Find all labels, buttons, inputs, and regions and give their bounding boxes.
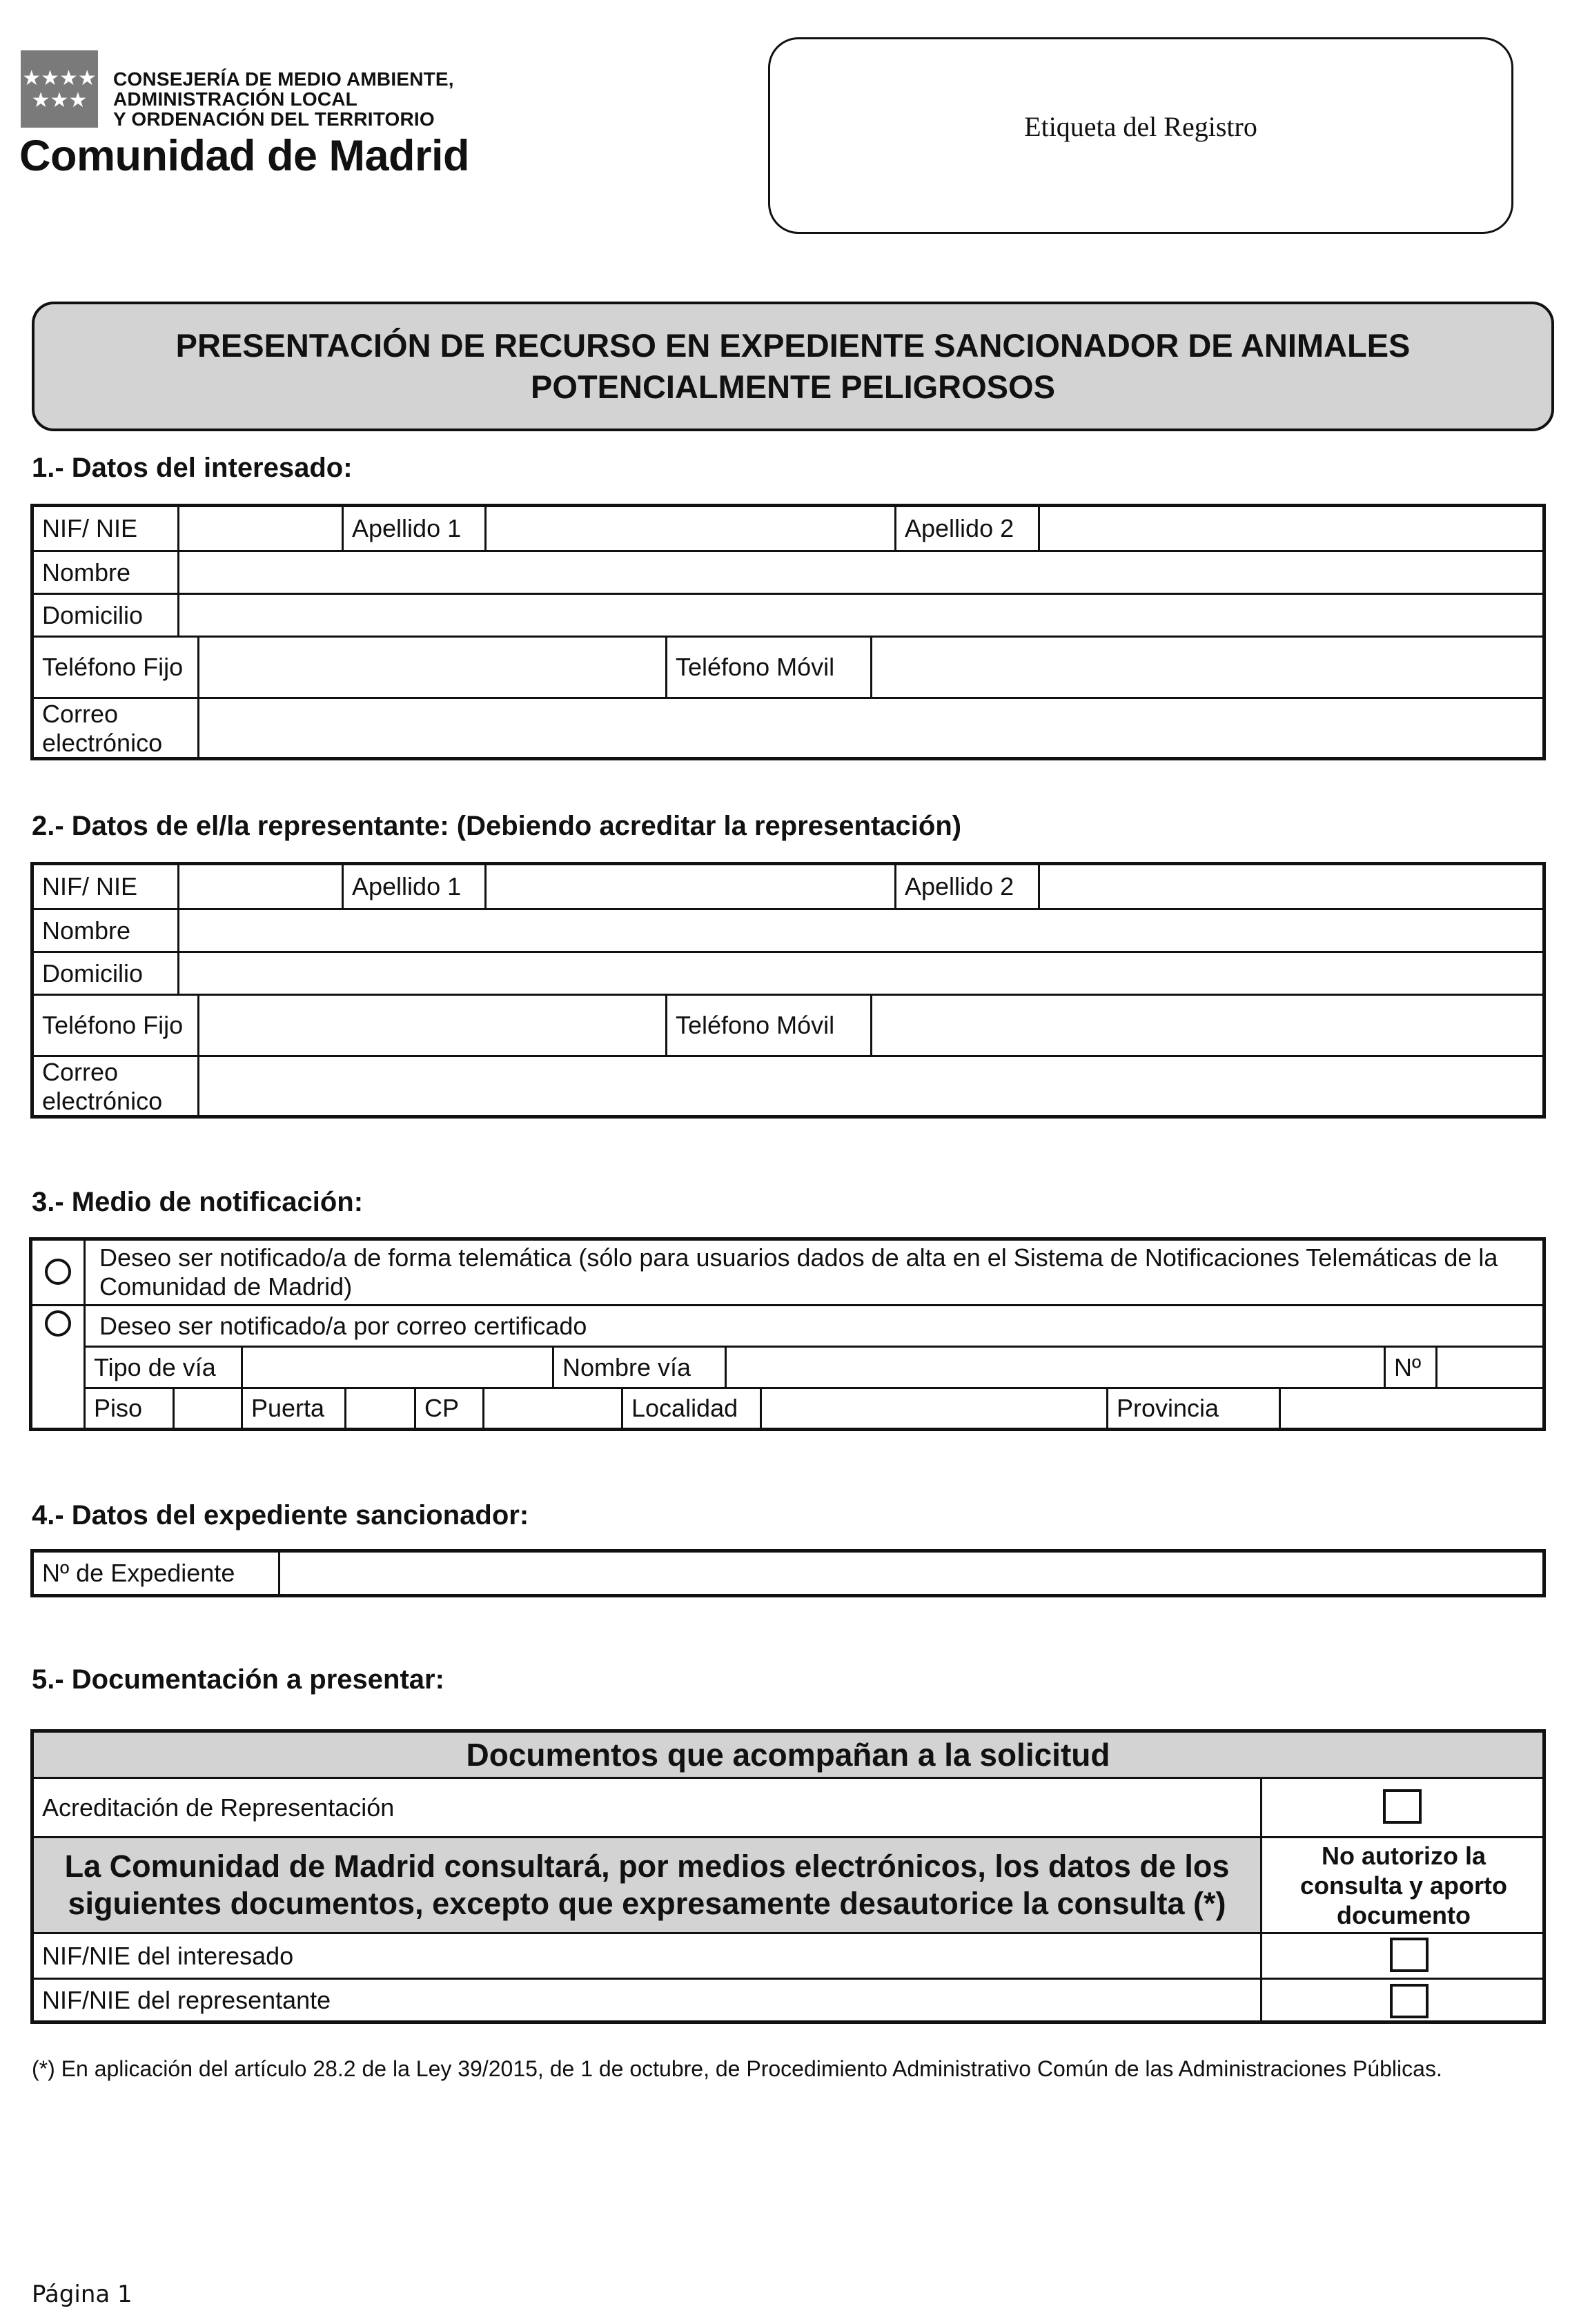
- organization-name: Comunidad de Madrid: [19, 132, 469, 180]
- domicilio-input[interactable]: [179, 595, 1542, 636]
- apellido1-label: Apellido 1: [352, 514, 462, 542]
- nombre-via-input[interactable]: [727, 1348, 1384, 1387]
- nombre-label: Nombre: [42, 558, 131, 587]
- page-number: Página 1: [32, 2281, 132, 2308]
- rep-correo-label: Correo electrónico: [42, 1058, 163, 1115]
- notification-table: [29, 1237, 1546, 1431]
- nif-interesado-checkbox[interactable]: [1390, 1938, 1429, 1972]
- rep-telefono-fijo-label: Teléfono Fijo: [42, 1011, 184, 1039]
- svg-text:★★★: ★★★: [31, 88, 88, 112]
- puerta-label: Puerta: [251, 1394, 325, 1422]
- department-name: CONSEJERÍA DE MEDIO AMBIENTE, ADMINISTRACIÓN LOCAL Y ORDENACIÓN DEL TERRITORIO: [113, 68, 454, 130]
- localidad-label: Localidad: [631, 1394, 738, 1422]
- documents-table: [30, 1729, 1546, 2024]
- nombre-via-label: Nombre vía: [562, 1352, 691, 1381]
- rep-correo-input[interactable]: [199, 1057, 1542, 1116]
- telefono-fijo-input[interactable]: [199, 638, 665, 697]
- telefono-fijo-label: Teléfono Fijo: [42, 653, 184, 681]
- numero-input[interactable]: [1437, 1348, 1542, 1387]
- nif-representante-checkbox[interactable]: [1390, 1984, 1429, 2018]
- rep-telefono-fijo-input[interactable]: [199, 996, 665, 1055]
- rep-apellido1-label: Apellido 1: [352, 872, 462, 900]
- acreditacion-checkbox[interactable]: [1383, 1789, 1422, 1824]
- expediente-label: Nº de Expediente: [42, 1559, 235, 1587]
- apellido2-label: Apellido 2: [905, 514, 1014, 542]
- piso-input[interactable]: [175, 1389, 241, 1428]
- consult-notice: La Comunidad de Madrid consultará, por medios electrónicos, los datos de los siguientes documentos, excepto que expresamente desautorice la consulta (*): [64, 1849, 1230, 1921]
- radio-postal[interactable]: [45, 1310, 71, 1337]
- documents-table-title: Documentos que acompañan a la solicitud: [466, 1737, 1110, 1773]
- acreditacion-label: Acreditación de Representación: [42, 1793, 395, 1822]
- radio-telematic[interactable]: [45, 1259, 71, 1285]
- numero-label: Nº: [1394, 1352, 1422, 1381]
- interested-party-table: [30, 504, 1546, 760]
- cp-input[interactable]: [484, 1389, 621, 1428]
- section4-heading: 4.- Datos del expediente sancionador:: [32, 1500, 529, 1530]
- rep-nombre-label: Nombre: [42, 916, 131, 945]
- section1-heading: 1.- Datos del interesado:: [32, 453, 353, 483]
- nif-interesado-label: NIF/NIE del interesado: [42, 1941, 294, 1970]
- section2-heading: 2.- Datos de el/la representante: (Debiendo acreditar la representación): [32, 811, 962, 841]
- tipo-via-input[interactable]: [243, 1348, 552, 1387]
- telefono-movil-label: Teléfono Móvil: [676, 653, 835, 681]
- rep-telefono-movil-label: Teléfono Móvil: [676, 1011, 835, 1039]
- telefono-movil-input[interactable]: [872, 638, 1542, 697]
- section3-heading: 3.- Medio de notificación:: [32, 1187, 364, 1217]
- rep-apellido1-input[interactable]: [487, 865, 894, 908]
- rep-nif-label: NIF/ NIE: [42, 872, 138, 900]
- rep-telefono-movil-input[interactable]: [872, 996, 1542, 1055]
- provincia-label: Provincia: [1117, 1394, 1219, 1422]
- no-autorizo-header: No autorizo la consulta y aporto documento: [1299, 1841, 1508, 1929]
- legal-footnote: (*) En aplicación del artículo 28.2 de la Ley 39/2015, de 1 de octubre, de Procedimiento Administrativo Común de las Administraciones Públicas.: [32, 2056, 1442, 2081]
- rep-domicilio-input[interactable]: [179, 953, 1542, 994]
- correo-label: Correo electrónico: [42, 700, 163, 757]
- option-telematic-label: Deseo ser notificado/a de forma telemática (sólo para usuarios dados de alta en el Sistema de Notificaciones Telemáticas de la Comunidad de Madrid): [99, 1243, 1498, 1301]
- expediente-table: [30, 1549, 1546, 1597]
- apellido2-input[interactable]: [1040, 507, 1542, 550]
- option-postal-label: Deseo ser notificado/a por correo certificado: [99, 1311, 587, 1340]
- nif-label: NIF/ NIE: [42, 514, 138, 542]
- rep-nombre-input[interactable]: [179, 910, 1542, 951]
- correo-input[interactable]: [199, 699, 1542, 758]
- rep-apellido2-input[interactable]: [1040, 865, 1542, 908]
- form-title: PRESENTACIÓN DE RECURSO EN EXPEDIENTE SANCIONADOR DE ANIMALES POTENCIALMENTE PELIGROSOS: [32, 302, 1554, 431]
- puerta-input[interactable]: [346, 1389, 414, 1428]
- piso-label: Piso: [94, 1394, 143, 1422]
- cp-label: CP: [424, 1394, 460, 1422]
- madrid-flag-logo: [21, 50, 98, 128]
- stars-icon: [21, 50, 98, 128]
- svg-text:★★★★: ★★★★: [22, 66, 97, 90]
- registry-label: Etiqueta del Registro: [1024, 111, 1257, 142]
- rep-nif-input[interactable]: [179, 865, 342, 908]
- representative-table: [30, 862, 1546, 1119]
- provincia-input[interactable]: [1281, 1389, 1542, 1428]
- tipo-via-label: Tipo de vía: [94, 1352, 216, 1381]
- nif-representante-label: NIF/NIE del representante: [42, 1985, 331, 2014]
- expediente-input[interactable]: [280, 1553, 1542, 1594]
- domicilio-label: Domicilio: [42, 600, 144, 629]
- section5-heading: 5.- Documentación a presentar:: [32, 1664, 444, 1695]
- rep-apellido2-label: Apellido 2: [905, 872, 1014, 900]
- rep-domicilio-label: Domicilio: [42, 958, 144, 987]
- localidad-input[interactable]: [762, 1389, 1106, 1428]
- apellido1-input[interactable]: [487, 507, 894, 550]
- nif-input[interactable]: [179, 507, 342, 550]
- nombre-input[interactable]: [179, 552, 1542, 593]
